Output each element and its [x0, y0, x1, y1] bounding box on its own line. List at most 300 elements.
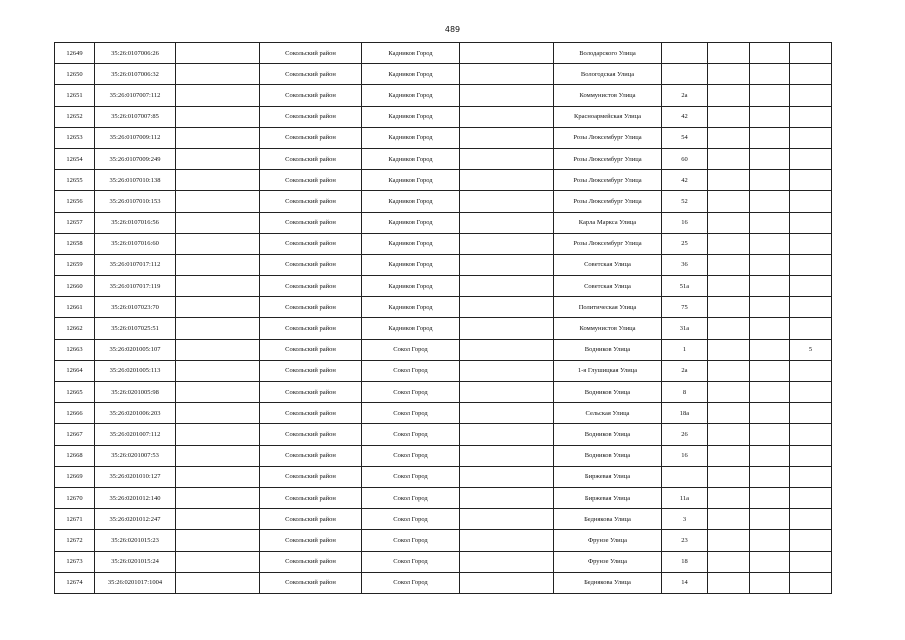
record-number-cell: 12663 — [55, 339, 95, 360]
street-cell: Розы Люксембург Улица — [554, 170, 662, 191]
record-number-cell: 12666 — [55, 403, 95, 424]
apartment-cell — [790, 445, 832, 466]
building-cell — [708, 64, 750, 85]
blank-cell — [176, 233, 260, 254]
apartment-cell — [790, 487, 832, 508]
cadastral-number-cell: 35:26:0107017:112 — [95, 254, 176, 275]
cadastral-number-cell: 35:26:0107010:138 — [95, 170, 176, 191]
blank-cell — [176, 254, 260, 275]
blank-cell — [460, 487, 554, 508]
district-cell: Сокольский район — [260, 233, 362, 254]
blank-cell — [460, 530, 554, 551]
house-number-cell: 54 — [662, 127, 708, 148]
building-cell — [708, 233, 750, 254]
cadastral-number-cell: 35:26:0201015:24 — [95, 551, 176, 572]
record-number-cell: 12669 — [55, 466, 95, 487]
blank-cell — [176, 360, 260, 381]
table-row — [55, 403, 832, 424]
settlement-cell: Кадников Город — [362, 297, 460, 318]
settlement-cell: Кадников Город — [362, 106, 460, 127]
settlement-cell: Кадников Город — [362, 148, 460, 169]
record-number-cell: 12662 — [55, 318, 95, 339]
table-row — [55, 466, 832, 487]
cadastral-number-cell: 35:26:0201017:1004 — [95, 572, 176, 593]
apartment-cell — [790, 382, 832, 403]
house-number-cell: 1 — [662, 339, 708, 360]
blank-cell — [176, 106, 260, 127]
blank-cell — [176, 297, 260, 318]
extra-cell — [750, 466, 790, 487]
street-cell: Фрунзе Улица — [554, 530, 662, 551]
table-row — [55, 276, 832, 297]
blank-cell — [460, 85, 554, 106]
cadastral-number-cell: 35:26:0107006:26 — [95, 43, 176, 64]
building-cell — [708, 191, 750, 212]
street-cell: Карла Маркса Улица — [554, 212, 662, 233]
table-row — [55, 170, 832, 191]
house-number-cell: 42 — [662, 170, 708, 191]
apartment-cell — [790, 509, 832, 530]
settlement-cell: Сокол Город — [362, 487, 460, 508]
blank-cell — [460, 106, 554, 127]
house-number-cell: 2а — [662, 85, 708, 106]
blank-cell — [176, 85, 260, 106]
house-number-cell: 3 — [662, 509, 708, 530]
house-number-cell: 18 — [662, 551, 708, 572]
extra-cell — [750, 85, 790, 106]
settlement-cell: Кадников Город — [362, 318, 460, 339]
district-cell: Сокольский район — [260, 254, 362, 275]
building-cell — [708, 382, 750, 403]
settlement-cell: Сокол Город — [362, 445, 460, 466]
table-row — [55, 297, 832, 318]
cadastral-number-cell: 35:26:0201005:98 — [95, 382, 176, 403]
house-number-cell: 25 — [662, 233, 708, 254]
building-cell — [708, 254, 750, 275]
settlement-cell: Кадников Город — [362, 233, 460, 254]
house-number-cell: 60 — [662, 148, 708, 169]
table-row — [55, 318, 832, 339]
extra-cell — [750, 106, 790, 127]
apartment-cell — [790, 64, 832, 85]
house-number-cell — [662, 466, 708, 487]
settlement-cell: Сокол Город — [362, 360, 460, 381]
table-row — [55, 85, 832, 106]
extra-cell — [750, 360, 790, 381]
settlement-cell: Сокол Город — [362, 382, 460, 403]
apartment-cell — [790, 403, 832, 424]
district-cell: Сокольский район — [260, 360, 362, 381]
blank-cell — [460, 276, 554, 297]
building-cell — [708, 445, 750, 466]
apartment-cell — [790, 276, 832, 297]
extra-cell — [750, 276, 790, 297]
settlement-cell: Кадников Город — [362, 276, 460, 297]
blank-cell — [460, 424, 554, 445]
street-cell: Беднякова Улица — [554, 509, 662, 530]
registry-table — [54, 42, 832, 594]
building-cell — [708, 170, 750, 191]
table-row — [55, 424, 832, 445]
street-cell: Коммунистов Улица — [554, 318, 662, 339]
street-cell: Водников Улица — [554, 445, 662, 466]
table-row — [55, 233, 832, 254]
blank-cell — [176, 170, 260, 191]
blank-cell — [460, 212, 554, 233]
district-cell: Сокольский район — [260, 318, 362, 339]
settlement-cell: Сокол Город — [362, 403, 460, 424]
settlement-cell: Кадников Город — [362, 127, 460, 148]
record-number-cell: 12668 — [55, 445, 95, 466]
table-row — [55, 360, 832, 381]
street-cell: Политическая Улица — [554, 297, 662, 318]
apartment-cell: 5 — [790, 339, 832, 360]
settlement-cell: Кадников Город — [362, 64, 460, 85]
page-number: 489 — [444, 25, 461, 34]
cadastral-number-cell: 35:26:0107025:51 — [95, 318, 176, 339]
apartment-cell — [790, 551, 832, 572]
extra-cell — [750, 43, 790, 64]
blank-cell — [176, 466, 260, 487]
blank-cell — [460, 509, 554, 530]
district-cell: Сокольский район — [260, 191, 362, 212]
blank-cell — [460, 191, 554, 212]
blank-cell — [176, 509, 260, 530]
house-number-cell: 11а — [662, 487, 708, 508]
apartment-cell — [790, 212, 832, 233]
cadastral-number-cell: 35:26:0107016:56 — [95, 212, 176, 233]
house-number-cell: 51а — [662, 276, 708, 297]
district-cell: Сокольский район — [260, 382, 362, 403]
blank-cell — [460, 360, 554, 381]
district-cell: Сокольский район — [260, 445, 362, 466]
street-cell: Вологодская Улица — [554, 64, 662, 85]
extra-cell — [750, 509, 790, 530]
blank-cell — [460, 254, 554, 275]
settlement-cell: Кадников Город — [362, 254, 460, 275]
settlement-cell: Сокол Город — [362, 572, 460, 593]
district-cell: Сокольский район — [260, 551, 362, 572]
extra-cell — [750, 572, 790, 593]
cadastral-number-cell: 35:26:0201007:112 — [95, 424, 176, 445]
record-number-cell: 12653 — [55, 127, 95, 148]
district-cell: Сокольский район — [260, 530, 362, 551]
table-row — [55, 212, 832, 233]
house-number-cell: 18а — [662, 403, 708, 424]
building-cell — [708, 360, 750, 381]
table-row — [55, 148, 832, 169]
building-cell — [708, 127, 750, 148]
table-row — [55, 382, 832, 403]
house-number-cell: 2а — [662, 360, 708, 381]
blank-cell — [460, 233, 554, 254]
apartment-cell — [790, 297, 832, 318]
extra-cell — [750, 297, 790, 318]
house-number-cell: 23 — [662, 530, 708, 551]
cadastral-number-cell: 35:26:0107006:32 — [95, 64, 176, 85]
street-cell: Володарского Улица — [554, 43, 662, 64]
apartment-cell — [790, 233, 832, 254]
extra-cell — [750, 233, 790, 254]
blank-cell — [176, 382, 260, 403]
settlement-cell: Кадников Город — [362, 170, 460, 191]
building-cell — [708, 572, 750, 593]
house-number-cell: 26 — [662, 424, 708, 445]
blank-cell — [460, 572, 554, 593]
building-cell — [708, 339, 750, 360]
table-row — [55, 487, 832, 508]
settlement-cell: Кадников Город — [362, 191, 460, 212]
cadastral-number-cell: 35:26:0201005:113 — [95, 360, 176, 381]
building-cell — [708, 43, 750, 64]
house-number-cell: 75 — [662, 297, 708, 318]
extra-cell — [750, 530, 790, 551]
blank-cell — [460, 382, 554, 403]
cadastral-number-cell: 35:26:0107007:112 — [95, 85, 176, 106]
blank-cell — [176, 318, 260, 339]
apartment-cell — [790, 360, 832, 381]
cadastral-number-cell: 35:26:0107009:249 — [95, 148, 176, 169]
blank-cell — [460, 297, 554, 318]
record-number-cell: 12658 — [55, 233, 95, 254]
blank-cell — [460, 551, 554, 572]
street-cell: Красноармейская Улица — [554, 106, 662, 127]
table-row — [55, 530, 832, 551]
table-body — [55, 43, 832, 594]
cadastral-number-cell: 35:26:0107017:119 — [95, 276, 176, 297]
apartment-cell — [790, 466, 832, 487]
district-cell: Сокольский район — [260, 148, 362, 169]
extra-cell — [750, 318, 790, 339]
blank-cell — [176, 339, 260, 360]
district-cell: Сокольский район — [260, 297, 362, 318]
cadastral-number-cell: 35:26:0201006:203 — [95, 403, 176, 424]
record-number-cell: 12670 — [55, 487, 95, 508]
record-number-cell: 12664 — [55, 360, 95, 381]
table-row — [55, 509, 832, 530]
table-row — [55, 551, 832, 572]
extra-cell — [750, 212, 790, 233]
district-cell: Сокольский район — [260, 509, 362, 530]
district-cell: Сокольский район — [260, 339, 362, 360]
street-cell: Коммунистов Улица — [554, 85, 662, 106]
table-row — [55, 127, 832, 148]
street-cell: Водников Улица — [554, 424, 662, 445]
street-cell: Сельская Улица — [554, 403, 662, 424]
house-number-cell: 42 — [662, 106, 708, 127]
blank-cell — [460, 64, 554, 85]
table-row — [55, 106, 832, 127]
street-cell: Розы Люксембург Улица — [554, 191, 662, 212]
blank-cell — [176, 530, 260, 551]
street-cell: Биржевая Улица — [554, 487, 662, 508]
record-number-cell: 12674 — [55, 572, 95, 593]
street-cell: Биржевая Улица — [554, 466, 662, 487]
record-number-cell: 12672 — [55, 530, 95, 551]
table-row — [55, 445, 832, 466]
blank-cell — [460, 127, 554, 148]
extra-cell — [750, 403, 790, 424]
apartment-cell — [790, 530, 832, 551]
extra-cell — [750, 148, 790, 169]
street-cell: 1-я Глушицкая Улица — [554, 360, 662, 381]
settlement-cell: Кадников Город — [362, 43, 460, 64]
extra-cell — [750, 191, 790, 212]
settlement-cell: Сокол Город — [362, 530, 460, 551]
district-cell: Сокольский район — [260, 424, 362, 445]
settlement-cell: Сокол Город — [362, 509, 460, 530]
house-number-cell: 31а — [662, 318, 708, 339]
blank-cell — [176, 551, 260, 572]
blank-cell — [460, 466, 554, 487]
record-number-cell: 12656 — [55, 191, 95, 212]
street-cell: Водников Улица — [554, 382, 662, 403]
extra-cell — [750, 127, 790, 148]
blank-cell — [460, 445, 554, 466]
extra-cell — [750, 487, 790, 508]
house-number-cell — [662, 43, 708, 64]
district-cell: Сокольский район — [260, 127, 362, 148]
blank-cell — [460, 318, 554, 339]
apartment-cell — [790, 170, 832, 191]
extra-cell — [750, 339, 790, 360]
blank-cell — [176, 64, 260, 85]
district-cell: Сокольский район — [260, 170, 362, 191]
district-cell: Сокольский район — [260, 212, 362, 233]
street-cell: Фрунзе Улица — [554, 551, 662, 572]
settlement-cell: Кадников Город — [362, 85, 460, 106]
cadastral-number-cell: 35:26:0201010:127 — [95, 466, 176, 487]
record-number-cell: 12650 — [55, 64, 95, 85]
district-cell: Сокольский район — [260, 276, 362, 297]
street-cell: Беднякова Улица — [554, 572, 662, 593]
building-cell — [708, 276, 750, 297]
extra-cell — [750, 254, 790, 275]
apartment-cell — [790, 572, 832, 593]
settlement-cell: Сокол Город — [362, 339, 460, 360]
district-cell: Сокольский район — [260, 43, 362, 64]
apartment-cell — [790, 191, 832, 212]
settlement-cell: Кадников Город — [362, 212, 460, 233]
settlement-cell: Сокол Город — [362, 551, 460, 572]
record-number-cell: 12651 — [55, 85, 95, 106]
building-cell — [708, 212, 750, 233]
blank-cell — [176, 572, 260, 593]
apartment-cell — [790, 106, 832, 127]
cadastral-number-cell: 35:26:0201005:107 — [95, 339, 176, 360]
building-cell — [708, 509, 750, 530]
record-number-cell: 12667 — [55, 424, 95, 445]
blank-cell — [176, 43, 260, 64]
building-cell — [708, 551, 750, 572]
record-number-cell: 12654 — [55, 148, 95, 169]
cadastral-number-cell: 35:26:0107016:60 — [95, 233, 176, 254]
building-cell — [708, 466, 750, 487]
blank-cell — [176, 424, 260, 445]
blank-cell — [460, 148, 554, 169]
house-number-cell: 52 — [662, 191, 708, 212]
building-cell — [708, 148, 750, 169]
extra-cell — [750, 64, 790, 85]
building-cell — [708, 297, 750, 318]
record-number-cell: 12652 — [55, 106, 95, 127]
extra-cell — [750, 424, 790, 445]
settlement-cell: Сокол Город — [362, 466, 460, 487]
district-cell: Сокольский район — [260, 487, 362, 508]
blank-cell — [460, 43, 554, 64]
building-cell — [708, 424, 750, 445]
apartment-cell — [790, 318, 832, 339]
settlement-cell: Сокол Город — [362, 424, 460, 445]
blank-cell — [176, 403, 260, 424]
building-cell — [708, 403, 750, 424]
street-cell: Розы Люксембург Улица — [554, 233, 662, 254]
record-number-cell: 12665 — [55, 382, 95, 403]
apartment-cell — [790, 148, 832, 169]
cadastral-number-cell: 35:26:0107009:112 — [95, 127, 176, 148]
district-cell: Сокольский район — [260, 85, 362, 106]
blank-cell — [176, 276, 260, 297]
record-number-cell: 12673 — [55, 551, 95, 572]
building-cell — [708, 487, 750, 508]
blank-cell — [460, 403, 554, 424]
record-number-cell: 12659 — [55, 254, 95, 275]
blank-cell — [176, 487, 260, 508]
cadastral-number-cell: 35:26:0107010:153 — [95, 191, 176, 212]
house-number-cell: 16 — [662, 445, 708, 466]
blank-cell — [176, 148, 260, 169]
apartment-cell — [790, 254, 832, 275]
record-number-cell: 12671 — [55, 509, 95, 530]
table-row — [55, 191, 832, 212]
apartment-cell — [790, 424, 832, 445]
record-number-cell: 12661 — [55, 297, 95, 318]
district-cell: Сокольский район — [260, 106, 362, 127]
blank-cell — [460, 339, 554, 360]
cadastral-number-cell: 35:26:0201015:23 — [95, 530, 176, 551]
house-number-cell: 14 — [662, 572, 708, 593]
house-number-cell: 8 — [662, 382, 708, 403]
apartment-cell — [790, 43, 832, 64]
street-cell: Советская Улица — [554, 254, 662, 275]
blank-cell — [176, 445, 260, 466]
blank-cell — [176, 127, 260, 148]
record-number-cell: 12655 — [55, 170, 95, 191]
building-cell — [708, 530, 750, 551]
district-cell: Сокольский район — [260, 466, 362, 487]
building-cell — [708, 318, 750, 339]
table-row — [55, 64, 832, 85]
street-cell: Розы Люксембург Улица — [554, 127, 662, 148]
cadastral-number-cell: 35:26:0107023:70 — [95, 297, 176, 318]
table-row — [55, 339, 832, 360]
extra-cell — [750, 382, 790, 403]
house-number-cell: 16 — [662, 212, 708, 233]
cadastral-number-cell: 35:26:0201012:247 — [95, 509, 176, 530]
table-row — [55, 254, 832, 275]
cadastral-number-cell: 35:26:0201007:53 — [95, 445, 176, 466]
house-number-cell: 36 — [662, 254, 708, 275]
street-cell: Советская Улица — [554, 276, 662, 297]
blank-cell — [460, 170, 554, 191]
record-number-cell: 12649 — [55, 43, 95, 64]
blank-cell — [176, 191, 260, 212]
cadastral-number-cell: 35:26:0201012:140 — [95, 487, 176, 508]
extra-cell — [750, 170, 790, 191]
apartment-cell — [790, 85, 832, 106]
cadastral-number-cell: 35:26:0107007:85 — [95, 106, 176, 127]
district-cell: Сокольский район — [260, 572, 362, 593]
